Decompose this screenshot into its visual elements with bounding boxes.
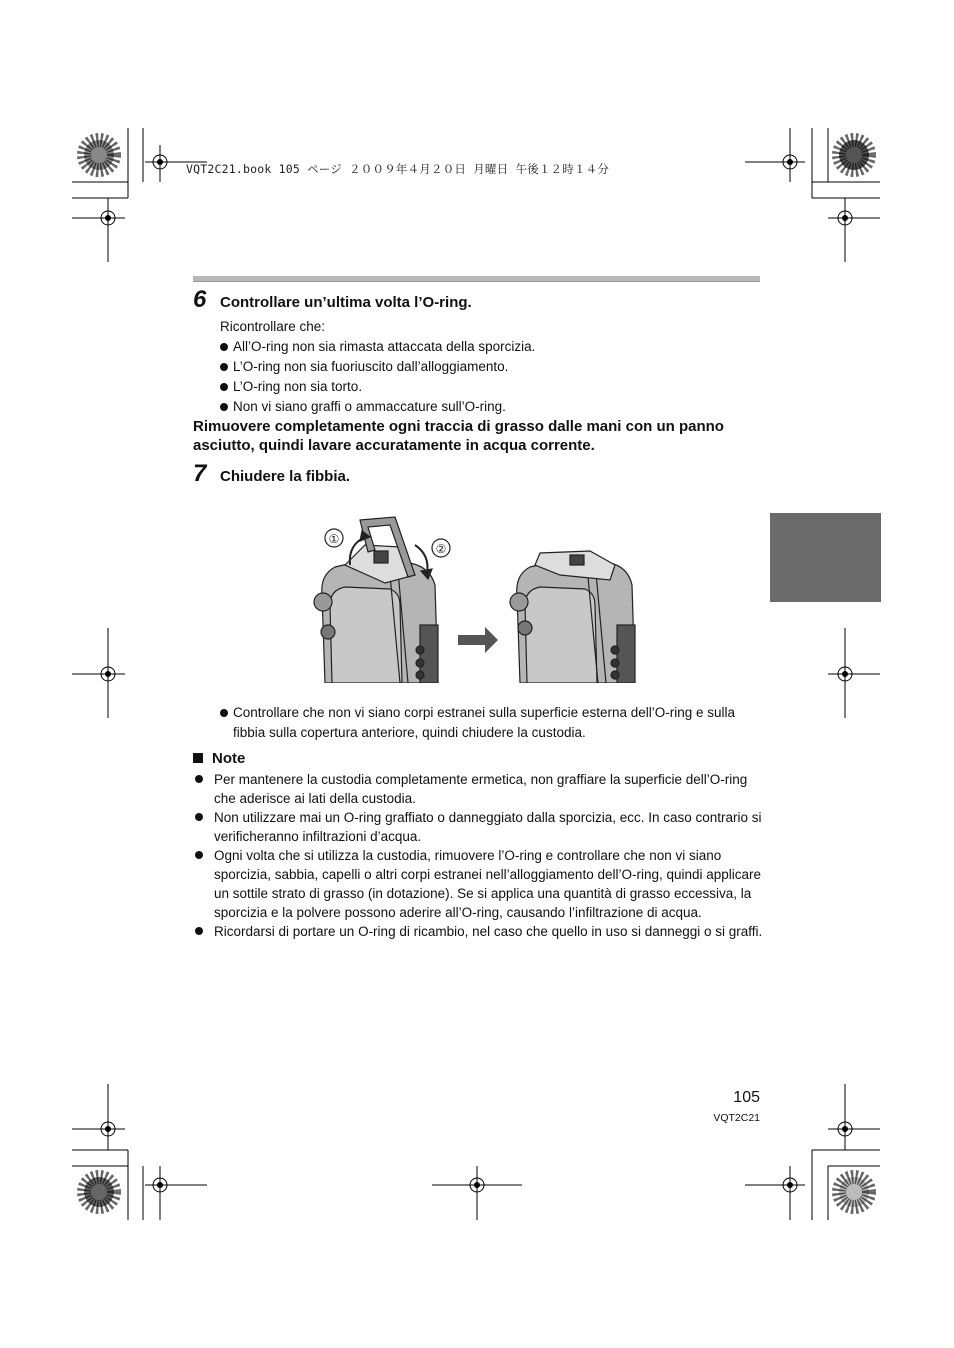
note-list (193, 770, 763, 941)
list-item: Per mantenere la custodia completamente ermetica, non graffiare la superficie dell’O-ring che aderisce ai lati della custodia. (193, 770, 763, 808)
list-item: Controllare che non vi siano corpi estranei sulla superficie esterna dell’O-ring e sulla fibbia sulla copertura anteriore, quindi chiudere la custodia. (220, 703, 755, 743)
step-6-checklist (220, 337, 535, 417)
step-6-number: 6 (193, 286, 207, 313)
section-rule (193, 276, 760, 282)
list-item: Non vi siano graffi o ammaccature sull’O-ring. (220, 397, 535, 417)
list-item: All’O-ring non sia rimasta attaccata della sporcizia. (220, 337, 535, 357)
step-7-number: 7 (193, 460, 207, 487)
figure-label-1: ① (328, 532, 340, 546)
bullet-icon (220, 709, 228, 717)
bullet-icon (220, 343, 228, 351)
bullet-icon (220, 403, 228, 411)
bullet-icon (220, 363, 228, 371)
buckle-closing-illustration (290, 505, 680, 683)
figure-label-2: ② (435, 542, 447, 556)
step-6-title: Controllare un’ultima volta l’O-ring. (220, 294, 472, 311)
list-item: Ricordarsi di portare un O-ring di ricambio, nel caso che quello in uso si danneggi o si graffi. (193, 922, 763, 941)
document-code: VQT2C21 (713, 1112, 760, 1124)
step-7-title: Chiudere la fibbia. (220, 468, 351, 485)
grease-warning: Rimuovere completamente ogni traccia di grasso dalle mani con un panno asciutto, quindi lavare accuratamente in acqua corrente. (193, 418, 724, 454)
section-side-tab (770, 513, 881, 602)
bullet-icon (195, 851, 203, 859)
list-item: L’O-ring non sia fuoriuscito dall’alloggiamento. (220, 357, 535, 377)
list-item: Non utilizzare mai un O-ring graffiato o danneggiato dalla sporcizia, ecc. In caso contrario si verificheranno infiltrazioni d’acqua. (193, 808, 763, 846)
bullet-icon (220, 383, 228, 391)
print-header: VQT2C21.book 105 ページ ２００９年４月２０日 月曜日 午後１２時１４分 (186, 162, 610, 176)
list-item: Ogni volta che si utilizza la custodia, rimuovere l’O-ring e controllare che non vi siano sporcizia, sabbia, capelli o altri corpi estranei nell’alloggiamento dell’O-ring, quindi applicare un sottile strato di grasso (in dotazione). Se si applica una quantità di grasso eccessiva, la sporcizia e la polvere possono aderire all’O-ring, causando l’infiltrazione di acqua. (193, 846, 763, 922)
bullet-icon (195, 813, 203, 821)
square-icon (193, 753, 203, 763)
step-6-intro: Ricontrollare che: (220, 319, 326, 334)
bullet-icon (195, 775, 203, 783)
list-item: L’O-ring non sia torto. (220, 377, 535, 397)
note-heading: Note (193, 750, 245, 767)
bullet-icon (195, 927, 203, 935)
step-7-checklist (220, 703, 755, 743)
page-number: 105 (733, 1089, 760, 1106)
